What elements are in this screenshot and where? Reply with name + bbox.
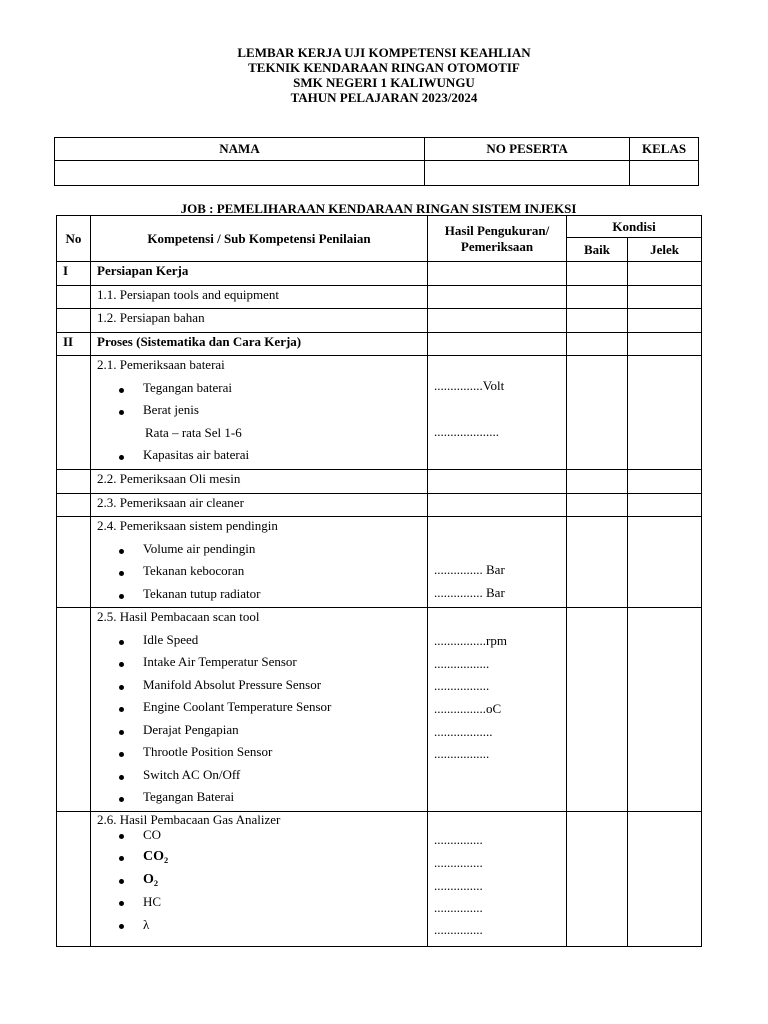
no-cell (57, 493, 91, 517)
jelek-cell[interactable] (628, 608, 702, 812)
group-2-5-cell (91, 608, 428, 812)
no-peserta-field[interactable] (425, 161, 630, 186)
jelek-cell[interactable] (628, 493, 702, 517)
bullet-icon (119, 685, 124, 690)
hasil-cell[interactable] (428, 332, 567, 356)
no-cell (57, 517, 91, 608)
jelek-cell[interactable] (628, 332, 702, 356)
title-line-1: LEMBAR KERJA UJI KOMPETENSI KEAHLIAN (237, 45, 531, 60)
jelek-cell[interactable] (628, 811, 702, 946)
jelek-cell[interactable] (628, 356, 702, 470)
group-2-6-cell (91, 811, 428, 946)
baik-cell[interactable] (567, 356, 628, 470)
no-cell (57, 285, 91, 309)
hasil-cell[interactable] (428, 285, 567, 309)
col-hasil-line-1: Hasil Pengukuran/ (444, 222, 550, 238)
no-cell (57, 470, 91, 494)
section-1-no: I (57, 262, 91, 286)
baik-cell[interactable] (567, 608, 628, 812)
list-item: Throotle Position Sensor (91, 743, 427, 766)
bullet-icon (119, 410, 124, 415)
section-2-no: II (57, 332, 91, 356)
hasil-cell[interactable] (428, 608, 567, 812)
col-hasil-line-2: Pemeriksaan (460, 238, 534, 254)
bullet-icon (119, 549, 124, 554)
baik-cell[interactable] (567, 517, 628, 608)
jelek-cell[interactable] (628, 470, 702, 494)
baik-cell[interactable] (567, 811, 628, 946)
baik-cell[interactable] (567, 309, 628, 333)
bullet-icon (119, 662, 124, 667)
bullet-icon (119, 834, 124, 839)
item-1-2-cell (91, 309, 428, 333)
group-2-4-cell (91, 517, 428, 608)
value-intake-air: ................. (434, 656, 490, 671)
list-item: Switch AC On/Off (91, 766, 427, 789)
col-hasil (428, 216, 567, 262)
list-item: λ (91, 918, 427, 941)
no-cell (57, 608, 91, 812)
item-1-1: 1.1. Persiapan tools and equipment (97, 286, 279, 302)
hasil-cell[interactable] (428, 811, 567, 946)
list-item: O₂ (91, 873, 427, 896)
hasil-cell[interactable] (428, 309, 567, 333)
baik-cell[interactable] (567, 332, 628, 356)
no-cell (57, 309, 91, 333)
value-tps: ................. (434, 746, 490, 761)
value-co2: ............... (434, 854, 483, 870)
group-2-3-cell (91, 493, 428, 517)
identity-table (54, 137, 699, 186)
bullet-icon (119, 856, 124, 861)
list-item: Intake Air Temperatur Sensor (91, 653, 427, 676)
group-2-6-title: 2.6. Hasil Pembacaan Gas Analizer (97, 811, 281, 827)
list-item: Tekanan kebocoran (91, 562, 427, 585)
jelek-cell[interactable] (628, 285, 702, 309)
group-2-5-title: 2.5. Hasil Pembacaan scan tool (97, 609, 260, 624)
baik-cell[interactable] (567, 285, 628, 309)
col-kondisi: Kondisi (567, 216, 702, 238)
bullet-icon (119, 571, 124, 576)
value-rata-rata: .................... (434, 424, 499, 439)
list-item: Kapasitas air baterai (91, 446, 427, 469)
value-derajat-pengapian: .................. (434, 724, 493, 739)
col-jelek: Jelek (628, 238, 702, 262)
bullet-icon (119, 388, 124, 393)
bullet-icon (119, 924, 124, 929)
hasil-cell[interactable] (428, 517, 567, 608)
col-baik: Baik (567, 238, 628, 262)
list-item: Manifold Absolut Pressure Sensor (91, 676, 427, 699)
baik-cell[interactable] (567, 262, 628, 286)
value-tutup-radiator: ............... Bar (434, 585, 505, 600)
no-cell (57, 356, 91, 470)
list-item: Idle Speed (91, 631, 427, 654)
nama-field[interactable] (55, 161, 425, 186)
bullet-icon (119, 901, 124, 906)
list-item: Volume air pendingin (91, 540, 427, 563)
list-item: Berat jenis (91, 401, 427, 424)
hasil-cell[interactable] (428, 356, 567, 470)
list-item: Derajat Pengapian (91, 721, 427, 744)
item-1-2: 1.2. Persiapan bahan (97, 310, 205, 325)
kelas-header: KELAS (630, 138, 699, 161)
bullet-icon (119, 594, 124, 599)
value-tegangan: ...............Volt (434, 378, 505, 393)
kelas-field[interactable] (630, 161, 699, 186)
jelek-cell[interactable] (628, 517, 702, 608)
col-kompetensi: Kompetensi / Sub Kompetensi Penilaian (91, 216, 428, 262)
list-item: Tegangan Baterai (91, 788, 427, 811)
list-item: Tekanan tutup radiator (91, 585, 427, 608)
bullet-icon (119, 730, 124, 735)
value-map-sensor: ................. (434, 678, 490, 693)
list-item: Engine Coolant Temperature Sensor (91, 698, 427, 721)
assessment-table (56, 215, 702, 947)
bullet-icon (119, 752, 124, 757)
title-line-4: TAHUN PELAJARAN 2023/2024 (290, 90, 478, 105)
bullet-icon (119, 640, 124, 645)
bullet-icon (119, 455, 124, 460)
value-idle-speed: ................rpm (434, 633, 507, 648)
section-1-title: Persiapan Kerja (97, 263, 189, 278)
jelek-cell[interactable] (628, 262, 702, 286)
group-2-2-title: 2.2. Pemeriksaan Oli mesin (97, 471, 241, 486)
bullet-icon (119, 879, 124, 884)
list-item: HC (91, 895, 427, 918)
nama-header: NAMA (55, 138, 425, 161)
no-cell (57, 811, 91, 946)
value-kebocoran: ............... Bar (434, 562, 505, 577)
jelek-cell[interactable] (628, 309, 702, 333)
list-item: CO (91, 828, 427, 851)
value-co: ............... (434, 831, 483, 847)
baik-cell[interactable] (567, 493, 628, 517)
baik-cell[interactable] (567, 470, 628, 494)
value-o2: ............... (434, 877, 483, 893)
hasil-cell[interactable] (428, 262, 567, 286)
list-item: Rata – rata Sel 1-6 (145, 424, 242, 440)
document-title (0, 45, 768, 105)
title-line-2: TEKNIK KENDARAAN RINGAN OTOMOTIF (248, 60, 520, 75)
hasil-cell[interactable] (428, 470, 567, 494)
list-item: Tegangan baterai (91, 379, 427, 402)
bullet-icon (119, 707, 124, 712)
section-2-title-cell (91, 332, 428, 356)
list-item: CO₂ (91, 850, 427, 873)
value-lambda: ............... (434, 921, 483, 937)
col-no: No (57, 216, 91, 262)
title-line-3: SMK NEGERI 1 KALIWUNGU (293, 75, 475, 90)
group-2-1-title: 2.1. Pemeriksaan baterai (97, 357, 225, 372)
section-1-title-cell (91, 262, 428, 286)
bullet-icon (119, 797, 124, 802)
job-title: JOB : PEMELIHARAAN KENDARAAN RINGAN SISTEM INJEKSI (180, 201, 577, 216)
hasil-cell[interactable] (428, 493, 567, 517)
group-2-1-cell (91, 356, 428, 470)
value-hc: ............... (434, 899, 483, 915)
group-2-2-cell (91, 470, 428, 494)
no-peserta-header: NO PESERTA (425, 138, 630, 161)
group-2-3-title: 2.3. Pemeriksaan air cleaner (97, 494, 244, 510)
section-2-title: Proses (Sistematika dan Cara Kerja) (97, 333, 302, 349)
group-2-4-title: 2.4. Pemeriksaan sistem pendingin (97, 518, 278, 533)
item-1-1-cell (91, 285, 428, 309)
value-coolant-temp: ................oC (434, 701, 502, 716)
bullet-icon (119, 775, 124, 780)
